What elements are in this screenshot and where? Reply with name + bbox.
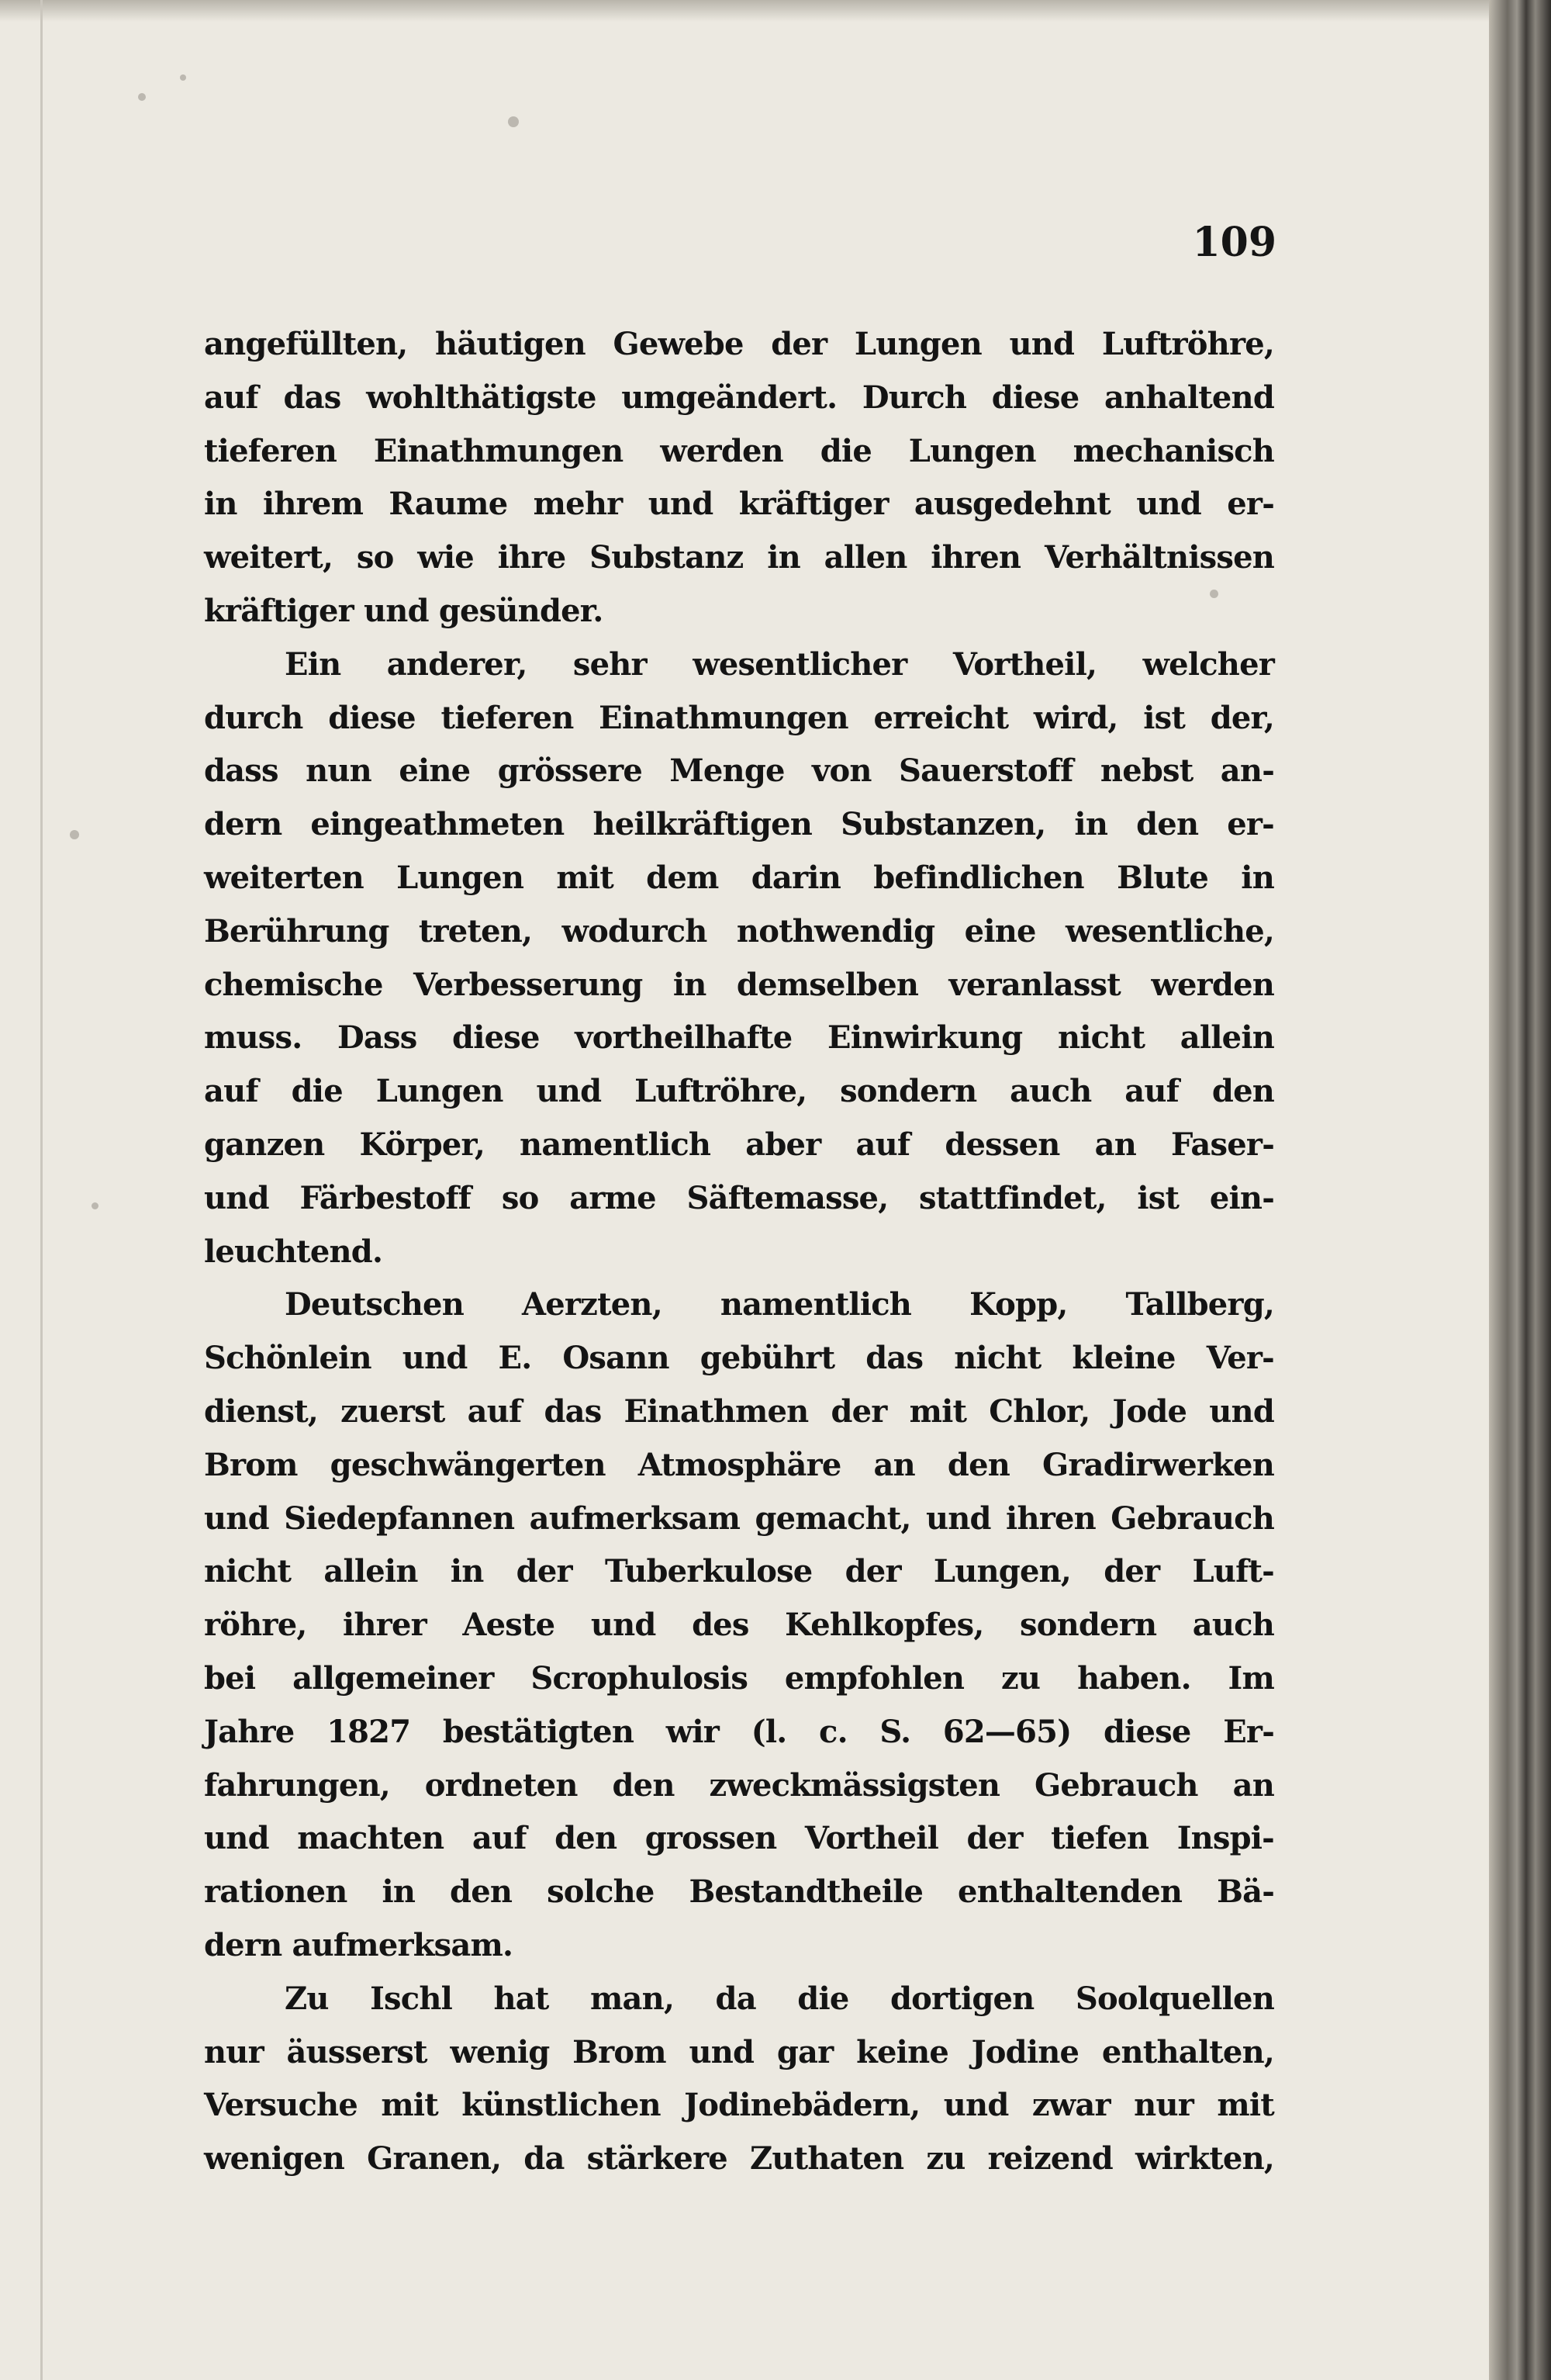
text-line: kräftiger und gesünder.	[204, 592, 603, 629]
text-line: ganzen Körper, namentlich aber auf dessen an Faser-	[204, 1126, 1274, 1163]
text-line: und Färbestoff so arme Säftemasse, stattfindet, ist ein-	[204, 1179, 1274, 1216]
text-line: Schönlein und E. Osann gebührt das nicht kleine Ver-	[204, 1340, 1274, 1377]
text-line: und machten auf den grossen Vortheil der tiefen Inspi-	[204, 1820, 1274, 1857]
text-line: rationen in den solche Bestandtheile enthaltenden Bä-	[204, 1873, 1274, 1911]
text-line: dern aufmerksam.	[204, 1926, 513, 1963]
text-line: wenigen Granen, da stärkere Zuthaten zu reizend wirkten,	[204, 2140, 1274, 2178]
text-line: und Siedepfannen aufmerksam gemacht, und ihren Gebrauch	[204, 1500, 1274, 1537]
text-line: dass nun eine grössere Menge von Sauerstoff nebst an-	[204, 752, 1274, 790]
text-line: auf die Lungen und Luftröhre, sondern auch auf den	[204, 1073, 1274, 1110]
text-line: Deutschen Aerzten, namentlich Kopp, Tallberg,	[285, 1286, 1274, 1323]
text-line: Versuche mit künstlichen Jodinebädern, und zwar nur mit	[204, 2087, 1274, 2124]
text-line: röhre, ihrer Aeste und des Kehlkopfes, sondern auch	[204, 1607, 1274, 1644]
text-line: nur äusserst wenig Brom und gar keine Jodine enthalten,	[204, 2033, 1274, 2070]
text-line: Berührung treten, wodurch nothwendig eine wesentliche,	[204, 912, 1274, 950]
text-line: weitert, so wie ihre Substanz in allen ihren Verhältnissen	[204, 539, 1274, 576]
text-line: muss. Dass diese vortheilhafte Einwirkung nicht allein	[204, 1019, 1274, 1057]
text-line: dern eingeathmeten heilkräftigen Substanzen, in den er-	[204, 806, 1274, 843]
text-line: Jahre 1827 bestätigten wir (l. c. S. 62—65) diese Er-	[204, 1713, 1274, 1750]
page-number: 109	[1192, 219, 1276, 266]
text-line: tieferen Einathmungen werden die Lungen mechanisch	[204, 432, 1274, 469]
body-text	[204, 318, 1274, 2186]
text-line: leuchtend.	[204, 1233, 383, 1270]
book-page-edges	[1489, 0, 1551, 2380]
text-line: nicht allein in der Tuberkulose der Lungen, der Luft-	[204, 1553, 1274, 1590]
text-line: auf das wohlthätigste umgeändert. Durch diese anhaltend	[204, 379, 1274, 416]
text-line: in ihrem Raume mehr und kräftiger ausgedehnt und er-	[204, 486, 1274, 523]
text-line: durch diese tieferen Einathmungen erreicht wird, ist der,	[204, 699, 1274, 736]
text-line: chemische Verbesserung in demselben veranlasst werden	[204, 966, 1274, 1003]
text-line: dienst, zuerst auf das Einathmen der mit Chlor, Jode und	[204, 1392, 1274, 1430]
text-line: Ein anderer, sehr wesentlicher Vortheil, welcher	[285, 645, 1274, 683]
text-line: Zu Ischl hat man, da die dortigen Soolquellen	[285, 1980, 1274, 2017]
text-line: bei allgemeiner Scrophulosis empfohlen zu haben. Im	[204, 1659, 1274, 1697]
text-line: weiterten Lungen mit dem darin befindlichen Blute in	[204, 859, 1274, 896]
text-line: fahrungen, ordneten den zweckmässigsten Gebrauch an	[204, 1766, 1274, 1804]
text-line: Brom geschwängerten Atmosphäre an den Gradirwerken	[204, 1446, 1274, 1483]
text-line: angefüllten, häutigen Gewebe der Lungen und Luftröhre,	[204, 326, 1274, 362]
